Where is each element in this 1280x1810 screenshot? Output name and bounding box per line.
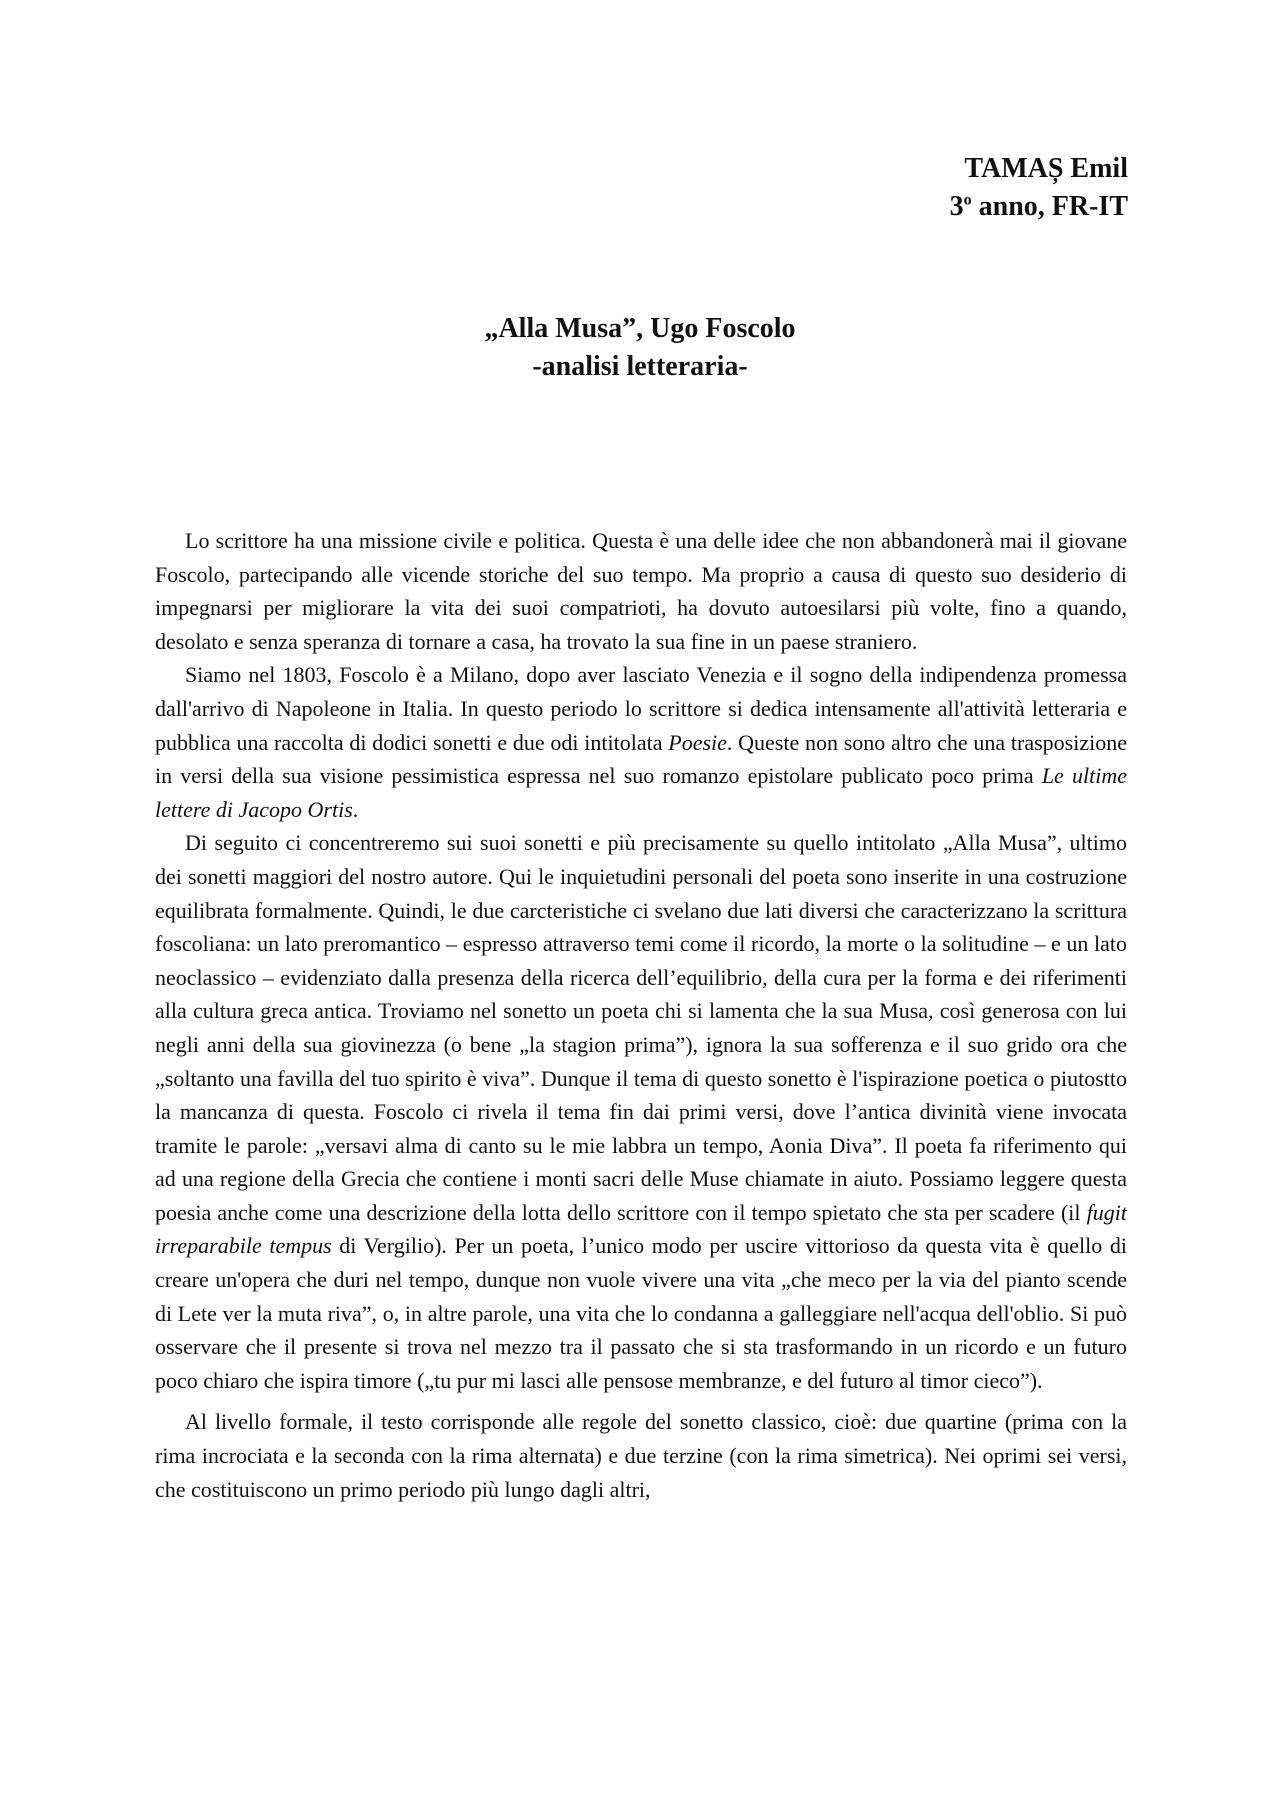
italic-fugit: fugit irreparabile tempus [155, 1199, 1127, 1259]
paragraph-2-part-a: Siamo nel 1803, Foscolo è a Milano, dopo aver lasciato Venezia e il sogno della indipendenza promessa dall'arrivo di Napoleone in Italia. In questo periodo lo scrittore si dedica intensamente all'attività letteraria e pubblica una raccolta di dodici sonetti e due odi intitolata [155, 662, 1127, 755]
italic-jacopo-ortis: Le ultime lettere di Jacopo Ortis [155, 763, 1127, 822]
paragraph-4: Al livello formale, il testo corrisponde alle regole del sonetto classico, cioè: due quartine (prima con la rima incrociata e la seconda con la rima alternata) e due terzine (con la rima simetrica). Nei oprimi sei versi, che costituiscono un primo periodo più lungo dagli altri, [155, 1409, 1127, 1502]
paragraph-2-part-b: . Queste non sono altro che una trasposizione in versi della sua visione pessimistica espressa nel suo romanzo epistolare publicato poco prima [155, 729, 1127, 789]
title-main: „Alla Musa”, Ugo Foscolo [484, 313, 796, 344]
paragraph-3-part-a: Di seguito ci concentreremo sui suoi sonetti e più precisamente su quello intitolato „Alla Musa”, ultimo dei sonetti maggiori del nostro autore. Qui le inquietudini personali del poeta sono inserite in una costruzione equilibrata formalmente. Quindi, le due carcteristiche ci svelano due lati diversi che caracterizzano la scrittura foscoliana: un lato preromantico – espresso attraverso temi come il ricordo, la morte o la solitudine – e un lato neoclassico – evidenziato dalla presenza della ricerca dell’equilibrio, della cura per la forma e dei riferimenti alla cultura greca antica. Troviamo nel sonetto un poeta chi si lamenta che la sua Musa, così generosa con lui negli anni della sua giovinezza (o bene „la stagion prima”), ignora la sua sofferenza e il suo grido ora che „soltanto una favilla del tuo spirito è viva”. Dunque il tema di questo sonetto è l'ispirazione poetica o piutostto la mancanza di questa. Foscolo ci rivela il tema fin dai primi versi, dove l’antica divinità viene invocata tramite le parole: „versavi alma di canto su le mie labbra un tempo, Aonia Diva”. Il poeta fa riferimento qui ad una regione della Grecia che contiene i monti sacri delle Muse chiamate in aiuto. Possiamo leggere questa poesia anche come una descrizione della lotta dello scrittore con il tempo spietato che sta per scadere (il [155, 830, 1127, 1225]
author-header [950, 150, 1128, 226]
year-superscript: o [963, 191, 972, 209]
body-text [155, 524, 1127, 1506]
document-title [0, 310, 1280, 386]
paragraph-3-part-b: di Vergilio). Per un poeta, l’unico modo per uscire vittorioso da questa vita è quello di creare un'opera che duri nel tempo, dunque non vuole vivere una vita „che meco per la via del pianto scende di Lete ver la muta riva”, o, in altre parole, una vita che lo condanna a galleggiare nell'acqua dell'oblio. Si può osservare che il presente si trova nel mezzo tra il passato che si sta trasformando in un ricordo e un futuro poco chiaro che ispira timore („tu pur mi lasci alle pensose membranze, e del futuro al timor cieco”). [155, 1233, 1128, 1393]
paragraph-3 [155, 826, 1127, 1397]
title-subtitle: -analisi letteraria- [532, 351, 748, 382]
year-number: 3 [949, 191, 964, 222]
paragraph-2 [155, 658, 1127, 826]
author-name: TAMAȘ Emil [964, 153, 1128, 184]
italic-poesie: Poesie [668, 729, 727, 755]
course-year [950, 188, 1128, 226]
paragraph-1: Lo scrittore ha una missione civile e politica. Questa è una delle idee che non abbandonerà mai il giovane Foscolo, partecipando alle vicende storiche del suo tempo. Ma proprio a causa di questo suo desiderio di impegnarsi per migliorare la vita dei suoi compatrioti, ha dovuto autoesilarsi più volte, fino a quando, desolato e senza speranza di tornare a casa, ha trovato la sua fine in un paese straniero. [155, 528, 1127, 654]
paragraph-2-part-c: . [352, 796, 359, 822]
year-rest: anno, FR-IT [971, 191, 1128, 222]
